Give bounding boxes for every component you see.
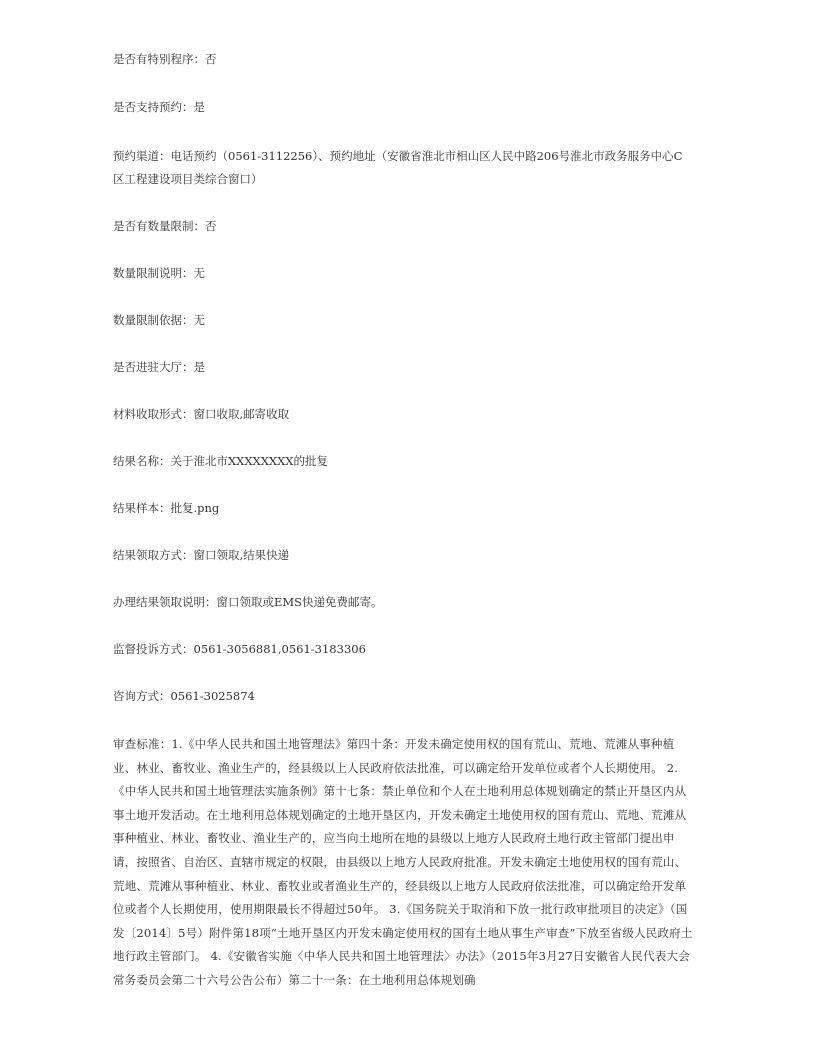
field-consult-contact bbox=[113, 685, 693, 708]
field-special-procedure bbox=[113, 48, 693, 71]
field-label: 是否有特别程序： bbox=[113, 52, 205, 66]
field-value: 0561-3025874 bbox=[170, 689, 255, 703]
review-text: 1.《中华人民共和国土地管理法》第四十条：开发未确定使用权的国有荒山、荒地、荒滩从事种植业、林业、畜牧业、渔业生产的，经县级以上人民政府依法批准，可以确定给开发单位或者个人长期使用。 2.《中华人民共和国土地管理法实施条例》第十七条：禁止单位和个人在土地利用总体规划确定的禁止开垦区内从事土地开发活动。在土地利用总体规划确定的土地开垦区内，开发未确定土地使用权的国有荒山、荒地、荒滩从事种植业、林业、畜牧业、渔业生产的，应当向土地所在地的县级以上地方人民政府土地行政主管部门提出申请，按照省、自治区、直辖市规定的权限，由县级以上地方人民政府批准。开发未确定土地使用权的国有荒山、荒地、荒滩从事种植业、林业、畜牧业或者渔业生产的，经县级以上地方人民政府依法批准，可以确定给开发单位或者个人长期使用，使用期限最长不得超过50年。 3.《国务院关于取消和下放一批行政审批项目的决定》（国发〔2014〕5号）附件第18项“土地开垦区内开发未确定使用权的国有土地从事生产审查”下放至省级人民政府土地行政主管部门。 4.《安徽省实施〈中华人民共和国土地管理法〉办法》（2015年3月27日安徽省人民代表大会常务委员会第二十六号公告公布）第二十一条：在土地利用总体规划确 bbox=[113, 737, 693, 987]
field-label: 结果样本： bbox=[113, 501, 171, 515]
field-value: 窗口领取或EMS快递免费邮寄。 bbox=[216, 595, 383, 609]
field-value: 是 bbox=[193, 100, 205, 114]
field-label: 数量限制说明： bbox=[113, 266, 194, 280]
field-appointment-support bbox=[113, 96, 693, 119]
field-label: 是否有数量限制： bbox=[113, 219, 205, 233]
field-value: 无 bbox=[193, 313, 205, 327]
field-label: 咨询方式： bbox=[113, 689, 171, 703]
field-value: 无 bbox=[193, 266, 205, 280]
field-value: 批复.png bbox=[170, 501, 220, 515]
field-value: 否 bbox=[205, 52, 217, 66]
field-quantity-limit-note bbox=[113, 262, 693, 285]
field-result-sample bbox=[113, 497, 693, 520]
field-value: 窗口领取,结果快递 bbox=[193, 548, 290, 562]
field-label: 结果领取方式： bbox=[113, 548, 194, 562]
field-result-pickup bbox=[113, 544, 693, 567]
field-value: 窗口收取,邮寄收取 bbox=[193, 407, 290, 421]
field-result-pickup-note bbox=[113, 591, 693, 614]
field-complaint-contact bbox=[113, 638, 693, 661]
field-label: 办理结果领取说明： bbox=[113, 595, 217, 609]
field-value: 关于淮北市XXXXXXXX的批复 bbox=[170, 454, 328, 468]
review-label: 审查标准： bbox=[113, 737, 172, 751]
field-in-hall bbox=[113, 356, 693, 379]
review-standard bbox=[113, 733, 693, 993]
field-value: 否 bbox=[205, 219, 217, 233]
field-label: 数量限制依据： bbox=[113, 313, 194, 327]
field-appointment-channel bbox=[113, 145, 693, 191]
field-result-name bbox=[113, 450, 693, 473]
field-label: 预约渠道： bbox=[113, 149, 171, 163]
field-value: 0561-3056881,0561-3183306 bbox=[193, 642, 366, 656]
field-value: 电话预约（0561-3112256）、预约地址（安徽省淮北市相山区人民中路206号淮北市政务服务中心C区工程建设项目类综合窗口） bbox=[113, 149, 683, 186]
field-quantity-limit bbox=[113, 215, 693, 238]
field-label: 结果名称： bbox=[113, 454, 171, 468]
field-value: 是 bbox=[193, 360, 205, 374]
field-material-collection bbox=[113, 403, 693, 426]
field-quantity-limit-basis bbox=[113, 309, 693, 332]
field-label: 是否进驻大厅： bbox=[113, 360, 194, 374]
field-label: 监督投诉方式： bbox=[113, 642, 194, 656]
field-label: 材料收取形式： bbox=[113, 407, 194, 421]
field-label: 是否支持预约： bbox=[113, 100, 194, 114]
